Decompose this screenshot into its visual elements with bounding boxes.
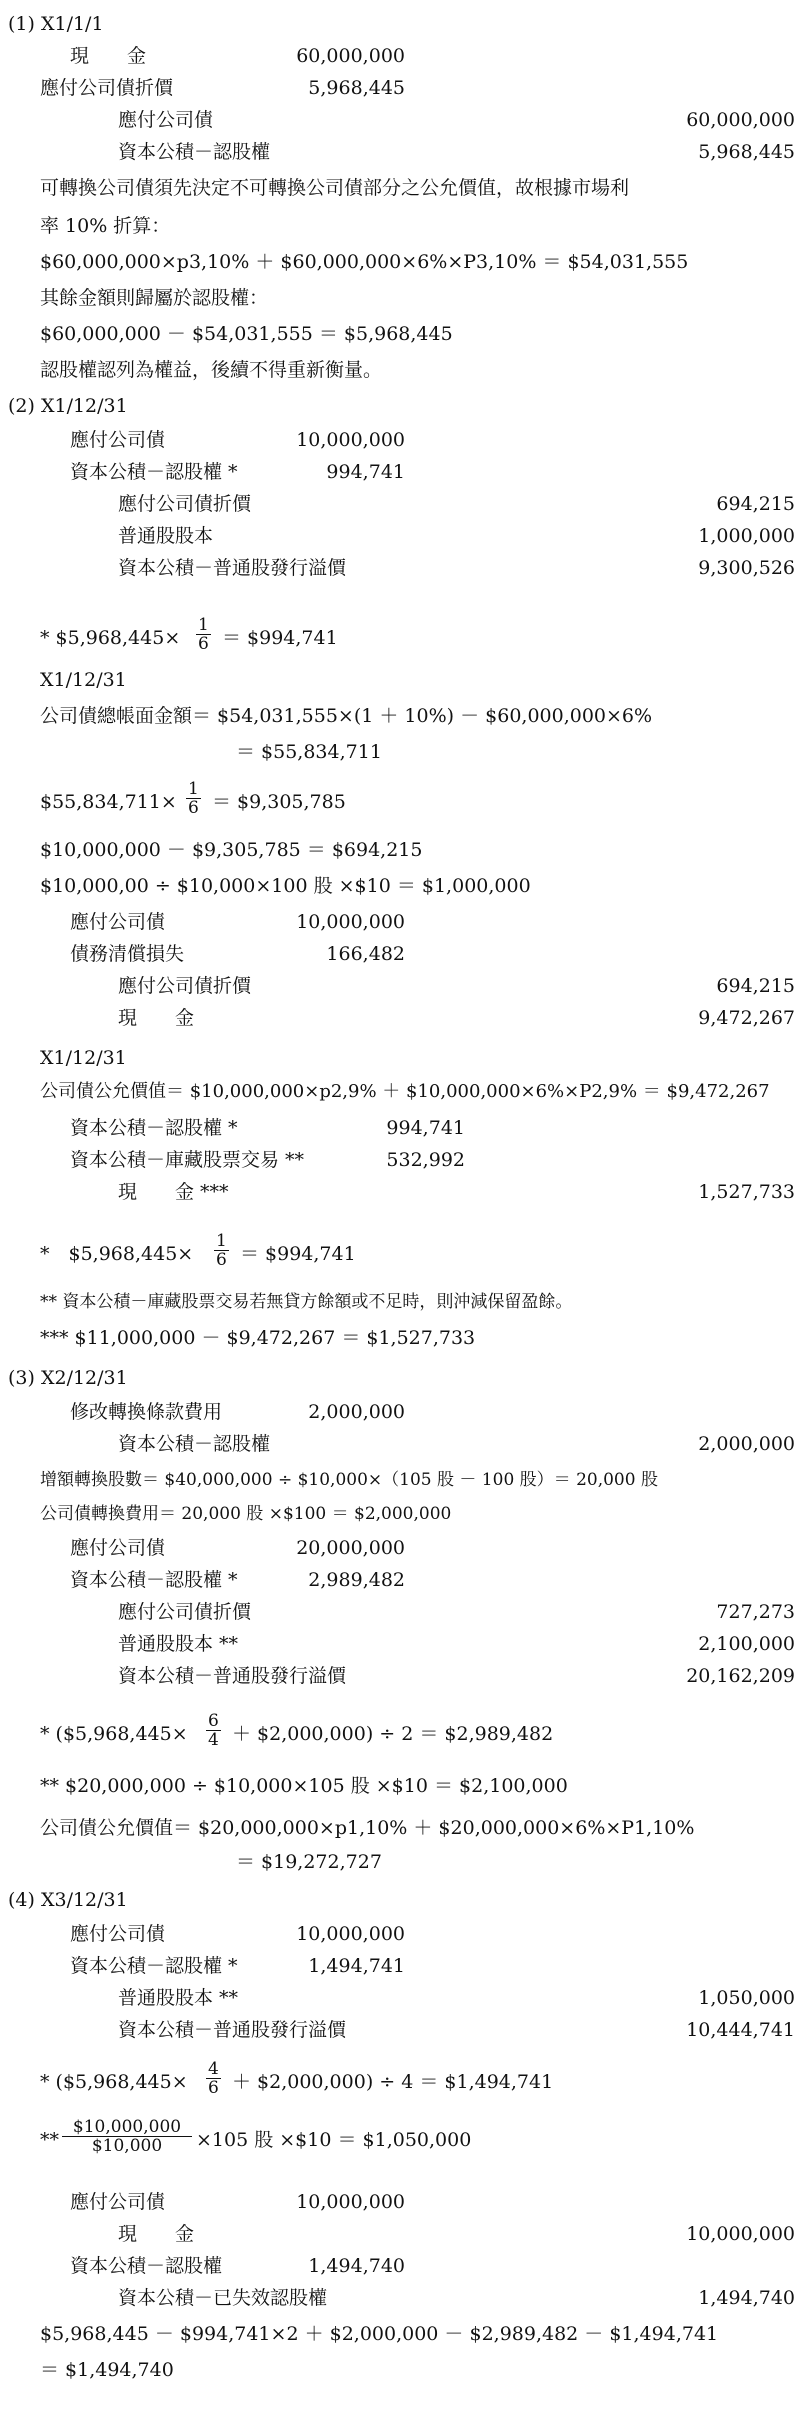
journal-row: 應付公司債 10,000,000 [70,2191,405,2213]
footnote: ** $20,000,000 ÷ $10,000×105 股 ×$10 ＝ $2,100,000 [40,1775,568,1797]
equation: $60,000,000 － $54,031,555 ＝ $5,968,445 [40,323,453,345]
journal-row: 資本公積－認股權 5,968,445 [118,141,795,163]
journal-row: 普通股股本 1,000,000 [118,525,795,547]
journal-row: 資本公積－普通股發行溢價 9,300,526 [118,557,795,579]
journal-row: 資本公積－認股權 2,000,000 [118,1433,795,1455]
equation: 公司債總帳面金額＝ $54,031,555×(1 ＋ 10%) － $60,000,000×6% [40,705,653,727]
journal-row: 應付公司債 60,000,000 [118,109,795,131]
journal-row: 應付公司債折價 694,215 [118,493,795,515]
footnote: ** 資本公積－庫藏股票交易若無貸方餘額或不足時，則沖減保留盈餘。 [40,1292,573,1312]
section-2-heading: (2) X1/12/31 [8,395,128,417]
journal-row: 資本公積－已失效認股權 1,494,740 [118,2287,795,2309]
fraction: $\frac{1}{6}$ [216,1231,227,1270]
journal-row: 資本公積－認股權 * 1,494,741 [70,1955,405,1977]
journal-row: 資本公積－認股權 1,494,740 [70,2255,405,2277]
fraction-calc: * $5,968,445× $\frac{1}{6}$ ＝ $994,741 [40,1231,356,1270]
journal-row: 現 金 *** 1,527,733 [118,1181,795,1203]
paragraph: 其餘金額則歸屬於認股權： [40,287,269,309]
journal-row: 資本公積－認股權 * 2,989,482 [70,1569,405,1591]
paragraph: 認股權認列為權益，後續不得重新衡量。 [40,359,383,381]
fraction-calc: * ($5,968,445× $\frac{4}{6}$ ＋ $2,000,000) ÷ 4 ＝ $1,494,741 [40,2059,554,2098]
journal-row: 現 金 9,472,267 [118,1007,795,1029]
fraction-calc: * ($5,968,445× $\frac{6}{4}$ ＋ $2,000,000) ÷ 2 ＝ $2,989,482 [40,1711,554,1750]
fraction: $\frac{1}{6}$ [198,615,209,654]
equation: 公司債公允價值＝ $10,000,000×p2,9% ＋ $10,000,000×6%×P2,9% ＝ $9,472,267 [40,1081,770,1102]
journal-row: 應付公司債折價 694,215 [118,975,795,997]
fraction: $\frac{1}{6}$ [188,779,199,818]
journal-row: 現 金 10,000,000 [118,2223,795,2245]
journal-row: 資本公積－認股權 * 994,741 [70,1117,465,1139]
footnote: *** $11,000,000 － $9,472,267 ＝ $1,527,733 [40,1327,476,1349]
fraction: $\frac{6}{4}$ [208,1711,219,1750]
date-label: X1/12/31 [40,669,127,691]
journal-row: 普通股股本 ** 2,100,000 [118,1633,795,1655]
equation: ＝ $1,494,740 [40,2359,174,2381]
equation: 公司債公允價值＝ $20,000,000×p1,10% ＋ $20,000,000×6%×P1,10% [40,1817,695,1839]
fraction-calc: ** $\frac{\$10,000,000}{\$10,000}$ ×105 股 ×$10 ＝ $1,050,000 [40,2117,472,2156]
journal-row: 應付公司債 10,000,000 [70,429,405,451]
equation: 公司債轉換費用＝ 20,000 股 ×$100 ＝ $2,000,000 [40,1504,452,1524]
fraction-calc: $55,834,711× $\frac{1}{6}$ ＝ $9,305,785 [40,779,346,818]
journal-row: 應付公司債折價 5,968,445 [40,77,405,99]
fraction: $\frac{\$10,000,000}{\$10,000}$ [62,2118,192,2155]
section-3-heading: (3) X2/12/31 [8,1367,128,1389]
equation: $5,968,445 － $994,741×2 ＋ $2,000,000 － $2,989,482 － $1,494,741 [40,2323,719,2345]
paragraph: 率 10% 折算： [40,215,171,237]
equation: ＝ $55,834,711 [236,741,382,763]
journal-row: 資本公積－普通股發行溢價 10,444,741 [118,2019,795,2041]
journal-row: 現 金 60,000,000 [70,45,405,67]
journal-row: 債務清償損失 166,482 [70,943,405,965]
journal-row: 修改轉換條款費用 2,000,000 [70,1401,405,1423]
equation: $60,000,000×p3,10% ＋ $60,000,000×6%×P3,10% ＝ $54,031,555 [40,251,689,273]
fraction: $\frac{4}{6}$ [208,2059,219,2098]
journal-row: 資本公積－認股權 * 994,741 [70,461,405,483]
equation: $10,000,000 － $9,305,785 ＝ $694,215 [40,839,423,861]
journal-row: 應付公司債 10,000,000 [70,1923,405,1945]
journal-row: 資本公積－庫藏股票交易 ** 532,992 [70,1149,465,1171]
fraction-calc: * $5,968,445× $\frac{1}{6}$ ＝ $994,741 [40,615,338,654]
section-4-heading: (4) X3/12/31 [8,1889,128,1911]
equation: 增額轉換股數＝ $40,000,000 ÷ $10,000×（105 股 － 100 股）＝ 20,000 股 [40,1470,658,1490]
journal-row: 應付公司債折價 727,273 [118,1601,795,1623]
journal-row: 應付公司債 20,000,000 [70,1537,405,1559]
journal-row: 普通股股本 ** 1,050,000 [118,1987,795,2009]
journal-row: 應付公司債 10,000,000 [70,911,405,933]
equation: ＝ $19,272,727 [236,1851,382,1873]
date-label: X1/12/31 [40,1047,127,1069]
paragraph: 可轉換公司債須先決定不可轉換公司債部分之公允價值，故根據市場利 [40,177,630,199]
section-1-heading: (1) X1/1/1 [8,13,104,35]
journal-row: 資本公積－普通股發行溢價 20,162,209 [118,1665,795,1687]
equation: $10,000,00 ÷ $10,000×100 股 ×$10 ＝ $1,000,000 [40,875,531,897]
